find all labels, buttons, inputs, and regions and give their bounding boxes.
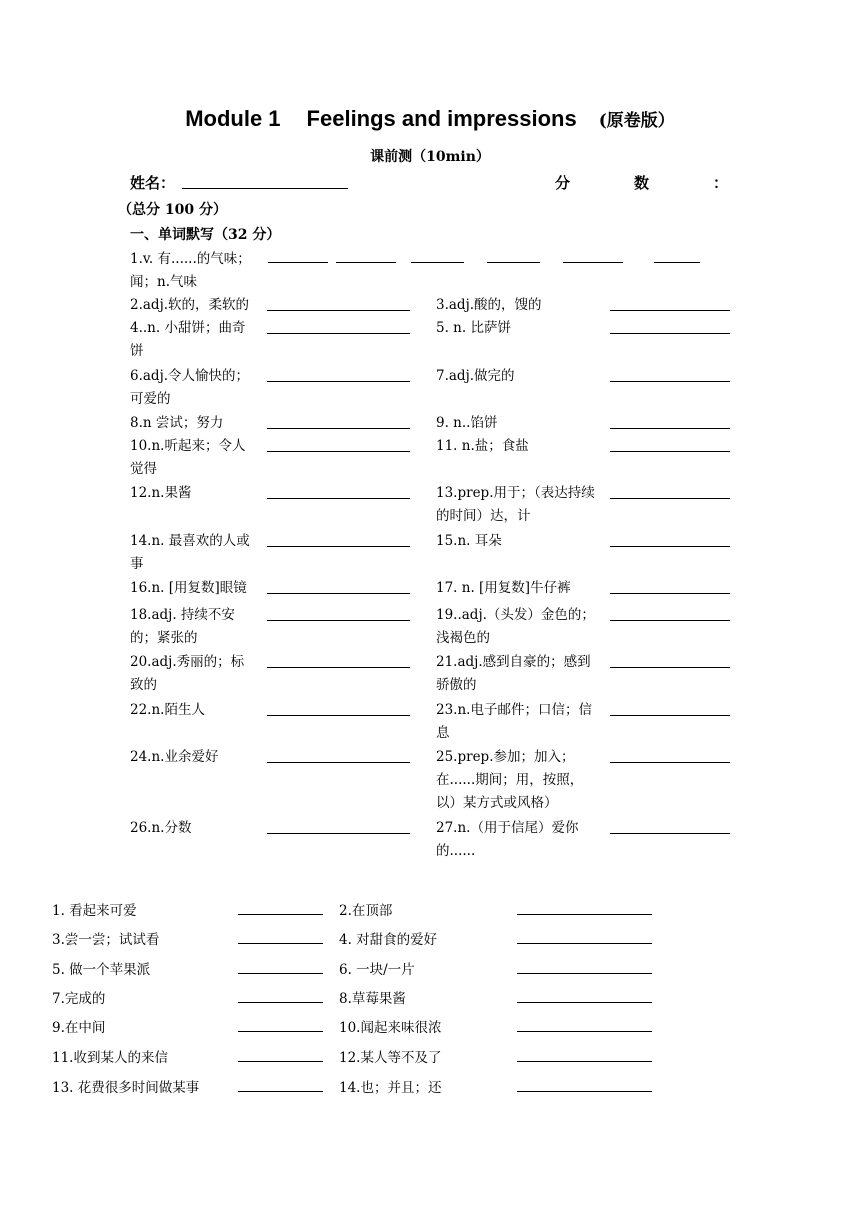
phrase-row: [52, 1046, 672, 1068]
answer-blank-left[interactable]: [267, 498, 410, 499]
answer-blank-right[interactable]: [610, 620, 730, 621]
word-prompt-right: 9. n..馅饼: [436, 415, 498, 431]
phrase-row: [52, 1076, 672, 1098]
word-prompt-left: 12.n.果酱: [130, 485, 192, 501]
q1-line1: 1.v. 有......的气味；: [130, 251, 251, 267]
phrase-prompt-right: 14.也；并且；还: [339, 1080, 442, 1096]
title-topic: Feelings and impressions: [306, 106, 577, 131]
word-prompt-right: 11. n.盐；食盐: [436, 438, 529, 454]
word-prompt-left: 14.n. 最喜欢的人或事: [130, 533, 250, 572]
q1-blank-1[interactable]: [268, 262, 328, 263]
word-row: [130, 699, 730, 745]
phrase-blank-right[interactable]: [517, 914, 652, 915]
title-module: Module 1: [185, 106, 281, 131]
word-row: [130, 435, 730, 481]
score-label-1: 分: [555, 174, 571, 192]
word-prompt-left: 18.adj. 持续不安的；紧张的: [130, 607, 235, 646]
phrase-prompt-left: 7.完成的: [52, 991, 106, 1007]
phrase-blank-right[interactable]: [517, 1061, 652, 1062]
section-heading: 一、单词默写（32 分）: [130, 227, 281, 243]
phrase-blank-left[interactable]: [238, 1002, 323, 1003]
phrase-prompt-right: 10.闻起来味很浓: [339, 1020, 442, 1036]
phrase-prompt-left: 1. 看起来可爱: [52, 903, 137, 919]
page-title: [0, 106, 860, 132]
word-prompt-left: 20.adj.秀丽的；标致的: [130, 654, 245, 693]
phrase-prompt-left: 9.在中间: [52, 1020, 106, 1036]
word-row: [130, 294, 730, 318]
total-score: （总分 100 分）: [118, 202, 227, 218]
word-prompt-right: 21.adj.感到自豪的；感到骄傲的: [436, 654, 591, 693]
word-row: [130, 482, 730, 528]
answer-blank-right[interactable]: [610, 667, 730, 668]
answer-blank-right[interactable]: [610, 498, 730, 499]
phrase-blank-left[interactable]: [238, 914, 323, 915]
phrase-row: [52, 1016, 672, 1038]
word-prompt-left: 4..n. 小甜饼；曲奇饼: [130, 320, 246, 359]
word-prompt-right: 23.n.电子邮件；口信；信息: [436, 702, 592, 741]
answer-blank-right[interactable]: [610, 762, 730, 763]
answer-blank-left[interactable]: [267, 428, 410, 429]
answer-blank-left[interactable]: [267, 381, 410, 382]
answer-blank-right[interactable]: [610, 428, 730, 429]
phrase-blank-right[interactable]: [517, 1031, 652, 1032]
word-prompt-right: 15.n. 耳朵: [436, 533, 502, 549]
phrase-row: [52, 899, 672, 921]
word-prompt-left: 24.n.业余爱好: [130, 749, 219, 765]
answer-blank-right[interactable]: [610, 833, 730, 834]
phrase-blank-right[interactable]: [517, 1091, 652, 1092]
word-prompt-left: 10.n.听起来；令人觉得: [130, 438, 246, 477]
word-prompt-left: 26.n.分数: [130, 820, 192, 836]
word-prompt-right: 27.n.（用于信尾）爱你的......: [436, 820, 579, 859]
word-prompt-left: 16.n. [用复数]眼镜: [130, 580, 247, 596]
q1-blank-3[interactable]: [411, 262, 464, 263]
answer-blank-right[interactable]: [610, 546, 730, 547]
answer-blank-left[interactable]: [267, 833, 410, 834]
page-subtitle: 课前测（10min）: [370, 149, 490, 165]
phrase-prompt-left: 5. 做一个苹果派: [52, 962, 151, 978]
word-row: [130, 577, 730, 601]
answer-blank-left[interactable]: [267, 451, 410, 452]
phrase-row: [52, 987, 672, 1009]
answer-blank-left[interactable]: [267, 620, 410, 621]
answer-blank-left[interactable]: [267, 310, 410, 311]
q1-blank-5[interactable]: [563, 262, 623, 263]
q1-blank-6[interactable]: [654, 262, 700, 263]
answer-blank-right[interactable]: [610, 451, 730, 452]
word-prompt-right: 25.prep.参加；加入；在......期间；用，按照，以）某方式或风格）: [436, 749, 584, 811]
word-row: [130, 412, 730, 436]
answer-blank-left[interactable]: [267, 333, 410, 334]
word-prompt-right: 5. n. 比萨饼: [436, 320, 511, 336]
phrase-blank-right[interactable]: [517, 973, 652, 974]
word-row: [130, 817, 730, 863]
word-row: [130, 365, 730, 411]
answer-blank-left[interactable]: [267, 546, 410, 547]
phrase-prompt-left: 13. 花费很多时间做某事: [52, 1080, 200, 1096]
phrase-prompt-right: 6. 一块/一片: [339, 962, 415, 978]
phrase-prompt-left: 3.尝一尝；试试看: [52, 932, 160, 948]
answer-blank-right[interactable]: [610, 715, 730, 716]
phrase-blank-left[interactable]: [238, 1031, 323, 1032]
word-prompt-left: 2.adj.软的，柔软的: [130, 297, 250, 313]
answer-blank-left[interactable]: [267, 667, 410, 668]
word-row: [130, 317, 730, 363]
title-edition: (原卷版）: [598, 111, 675, 131]
phrase-blank-left[interactable]: [238, 973, 323, 974]
phrase-row: [52, 958, 672, 980]
phrase-prompt-right: 2.在顶部: [339, 903, 393, 919]
phrase-blank-right[interactable]: [517, 1002, 652, 1003]
word-row: [130, 604, 730, 650]
q1-blank-2[interactable]: [336, 262, 396, 263]
phrase-blank-left[interactable]: [238, 1061, 323, 1062]
name-blank[interactable]: [182, 188, 348, 189]
answer-blank-right[interactable]: [610, 593, 730, 594]
q1-blank-4[interactable]: [487, 262, 540, 263]
word-row: [130, 530, 730, 576]
answer-blank-right[interactable]: [610, 333, 730, 334]
answer-blank-left[interactable]: [267, 762, 410, 763]
score-label-3: ：: [713, 174, 729, 192]
word-prompt-right: 13.prep.用于；（表达持续的时间）达，计: [436, 485, 595, 524]
phrase-prompt-right: 12.某人等不及了: [339, 1050, 442, 1066]
answer-blank-right[interactable]: [610, 381, 730, 382]
word-row: [130, 746, 730, 816]
word-prompt-left: 6.adj.令人愉快的；可爱的: [130, 368, 250, 407]
q1-line2: 闻；n.气味: [130, 274, 197, 290]
phrase-blank-left[interactable]: [238, 943, 323, 944]
phrase-prompt-right: 8.草莓果酱: [339, 991, 406, 1007]
phrase-row: [52, 928, 672, 950]
word-row: [130, 651, 730, 697]
phrase-prompt-right: 4. 对甜食的爱好: [339, 932, 438, 948]
phrase-blank-right[interactable]: [517, 943, 652, 944]
phrase-blank-left[interactable]: [238, 1091, 323, 1092]
word-prompt-left: 8.n 尝试；努力: [130, 415, 224, 431]
answer-blank-left[interactable]: [267, 593, 410, 594]
word-prompt-right: 7.adj.做完的: [436, 368, 515, 384]
word-prompt-left: 22.n.陌生人: [130, 702, 205, 718]
word-prompt-right: 19..adj.（头发）金色的；浅褐色的: [436, 607, 595, 646]
phrase-prompt-left: 11.收到某人的来信: [52, 1050, 168, 1066]
word-prompt-right: 3.adj.酸的，馊的: [436, 297, 542, 313]
score-label-2: 数: [634, 174, 650, 192]
word-prompt-right: 17. n. [用复数]牛仔裤: [436, 580, 571, 596]
answer-blank-right[interactable]: [610, 310, 730, 311]
answer-blank-left[interactable]: [267, 715, 410, 716]
name-label: 姓名：: [130, 174, 176, 192]
